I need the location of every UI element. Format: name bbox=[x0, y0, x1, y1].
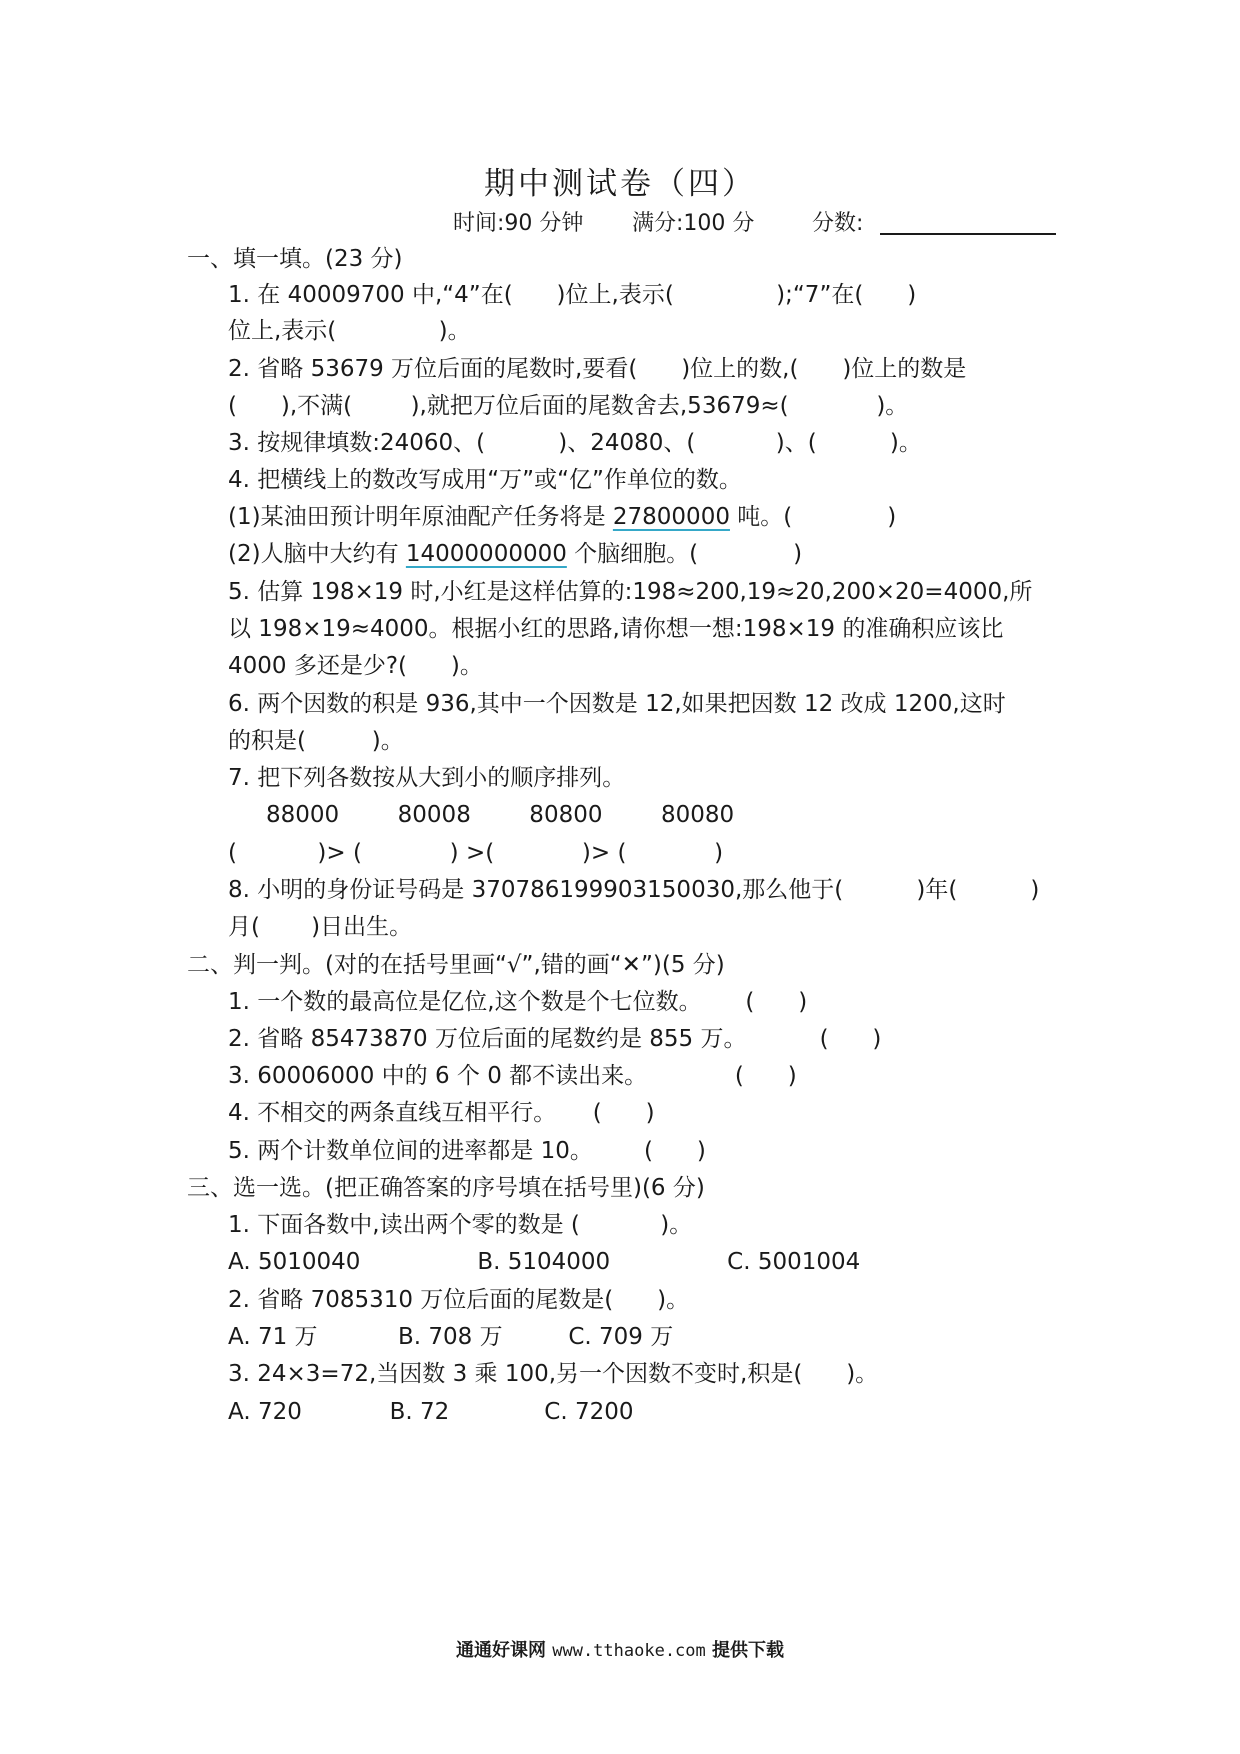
choice-q1-options: A. 5010040 B. 5104000 C. 5001004 bbox=[228, 1249, 861, 1275]
q4-sub1-number: 27800000 bbox=[612, 504, 730, 530]
footer-url: www.tthaoke.com bbox=[552, 1641, 706, 1661]
choice-q3-options: A. 720 B. 72 C. 7200 bbox=[228, 1399, 634, 1425]
judge-item: 5. 两个计数单位间的进率都是 10。 ( ) bbox=[228, 1138, 706, 1164]
q1-line2: 位上,表示( )。 bbox=[228, 318, 471, 344]
judge-item: 1. 一个数的最高位是亿位,这个数是个七位数。 ( ) bbox=[228, 989, 808, 1015]
page-title: 期中测试卷（四） bbox=[484, 166, 756, 202]
footer bbox=[0, 1636, 1240, 1662]
choice-q2-options: A. 71 万 B. 708 万 C. 709 万 bbox=[228, 1324, 674, 1350]
time-label: 时间:90 分钟 bbox=[453, 211, 584, 236]
choice-q2: 2. 省略 7085310 万位后面的尾数是( )。 bbox=[228, 1287, 690, 1313]
q4-sub2-number: 14000000000 bbox=[405, 541, 567, 567]
section2-heading: 二、判一判。(对的在括号里画“√”,错的画“✕”)(5 分) bbox=[187, 952, 725, 978]
q3-line: 3. 按规律填数:24060、( )、24080、( )、( )。 bbox=[228, 430, 922, 456]
full-score-label: 满分:100 分 bbox=[632, 211, 755, 236]
q5-line2: 以 198×19≈4000。根据小红的思路,请你想一想:198×19 的准确积应该比 bbox=[228, 616, 1004, 642]
judge-item: 3. 60006000 中的 6 个 0 都不读出来。 ( ) bbox=[228, 1063, 797, 1089]
q4-sub2-pre: (2)人脑中大约有 bbox=[228, 541, 406, 567]
q2-line2: ( ),不满( ),就把万位后面的尾数舍去,53679≈( )。 bbox=[228, 393, 909, 419]
q2-line1: 2. 省略 53679 万位后面的尾数时,要看( )位上的数,( )位上的数是 bbox=[228, 356, 967, 382]
score-blank-line bbox=[880, 233, 1056, 235]
judge-item: 4. 不相交的两条直线互相平行。 ( ) bbox=[228, 1100, 655, 1126]
q4-line: 4. 把横线上的数改写成用“万”或“亿”作单位的数。 bbox=[228, 467, 742, 493]
score-label: 分数: bbox=[812, 211, 864, 236]
choice-q1: 1. 下面各数中,读出两个零的数是 ( )。 bbox=[228, 1212, 693, 1238]
section1-heading: 一、填一填。(23 分) bbox=[187, 246, 403, 272]
q4-sub2 bbox=[228, 539, 802, 569]
judge-item: 2. 省略 85473870 万位后面的尾数约是 855 万。 ( ) bbox=[228, 1026, 882, 1052]
q7-blanks: ( )> ( ) >( )> ( ) bbox=[228, 840, 724, 866]
footer-tail: 提供下载 bbox=[712, 1640, 785, 1661]
q6-line2: 的积是( )。 bbox=[228, 728, 404, 754]
q5-line1: 5. 估算 198×19 时,小红是这样估算的:198≈200,19≈20,200×20=4000,所 bbox=[228, 579, 1033, 605]
choice-q3: 3. 24×3=72,当因数 3 乘 100,另一个因数不变时,积是( )。 bbox=[228, 1361, 879, 1387]
q7-line: 7. 把下列各数按从大到小的顺序排列。 bbox=[228, 765, 626, 791]
q8-line2: 月( )日出生。 bbox=[228, 914, 413, 940]
q7-numbers: 88000 80008 80800 80080 bbox=[266, 802, 735, 828]
footer-brand: 通通好课网 bbox=[455, 1640, 546, 1661]
q4-sub1-post: 吨。( ) bbox=[729, 504, 897, 530]
q4-sub1 bbox=[228, 502, 896, 532]
q6-line1: 6. 两个因数的积是 936,其中一个因数是 12,如果把因数 12 改成 1200,这时 bbox=[228, 691, 1006, 717]
q5-line3: 4000 多还是少?( )。 bbox=[228, 653, 483, 679]
q4-sub1-pre: (1)某油田预计明年原油配产任务将是 bbox=[228, 504, 613, 530]
q1-line1: 1. 在 40009700 中,“4”在( )位上,表示( );“7”在( ) bbox=[228, 282, 917, 308]
section3-heading: 三、选一选。(把正确答案的序号填在括号里)(6 分) bbox=[187, 1175, 705, 1201]
q8-line1: 8. 小明的身份证号码是 370786199903150030,那么他于( )年( ) bbox=[228, 877, 1040, 903]
q4-sub2-post: 个脑细胞。( ) bbox=[566, 541, 803, 567]
